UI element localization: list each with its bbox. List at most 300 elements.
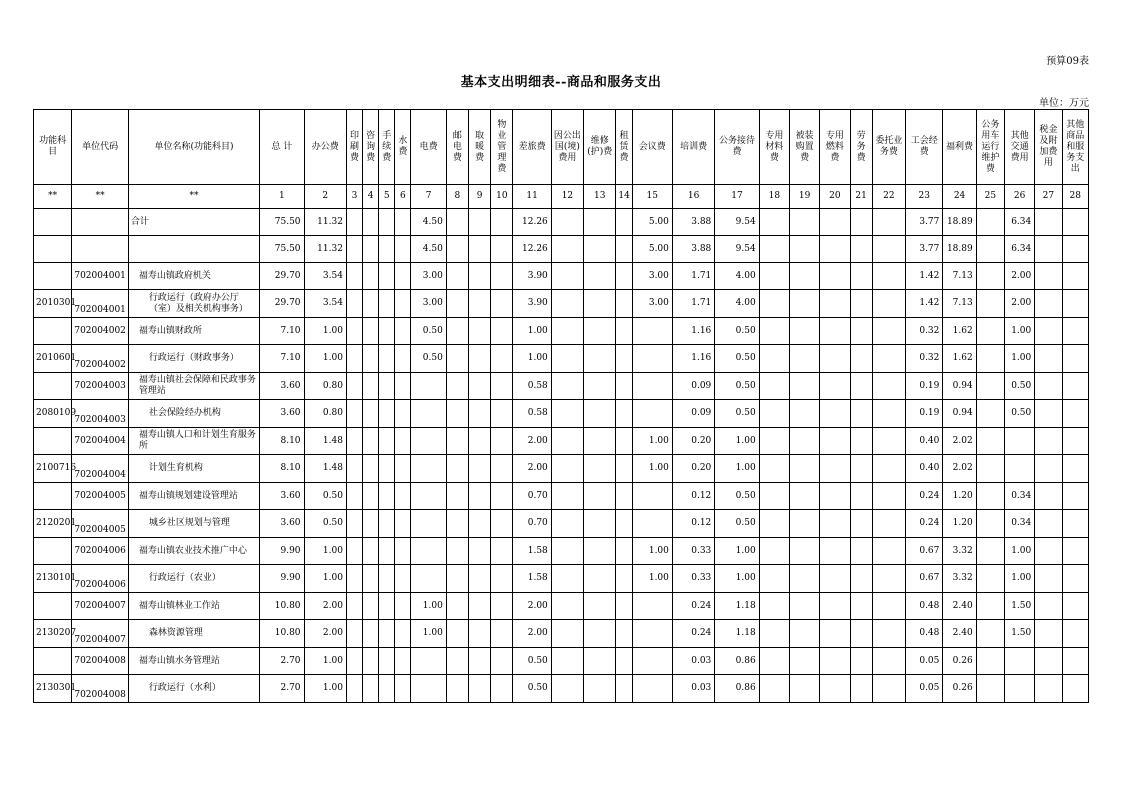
value-cell — [1062, 565, 1089, 593]
value-cell: 2.70 — [260, 675, 304, 703]
value-cell — [1035, 428, 1062, 455]
value-cell — [446, 373, 468, 400]
unit-name-cell: 计划生育机构 — [128, 455, 259, 483]
value-cell — [850, 538, 872, 565]
value-cell — [395, 593, 411, 620]
column-header-11: 取暖费 — [469, 110, 491, 185]
unit-code-cell: 702004007 — [72, 620, 129, 648]
value-cell — [395, 428, 411, 455]
function-code-cell: 2130207 — [34, 620, 72, 648]
value-cell — [616, 675, 632, 703]
table-row — [34, 648, 1089, 675]
value-cell — [789, 455, 819, 483]
value-cell — [379, 373, 395, 400]
value-cell: 1.00 — [715, 538, 759, 565]
value-cell: 0.94 — [943, 400, 976, 428]
value-cell: 0.40 — [906, 428, 943, 455]
unit-name-cell: 行政运行（财政事务） — [128, 345, 259, 373]
value-cell — [346, 510, 362, 538]
value-cell: 0.09 — [672, 400, 714, 428]
value-cell — [551, 236, 583, 263]
value-cell — [872, 593, 905, 620]
value-cell: 1.00 — [304, 675, 346, 703]
value-cell — [469, 538, 491, 565]
column-header-12: 物业管理费 — [491, 110, 513, 185]
value-cell — [346, 455, 362, 483]
value-cell: 11.32 — [304, 236, 346, 263]
column-header-18: 培训费 — [672, 110, 714, 185]
column-header-25: 工会经费 — [906, 110, 943, 185]
value-cell — [346, 209, 362, 236]
value-cell — [616, 648, 632, 675]
value-cell — [872, 620, 905, 648]
value-cell: 0.40 — [906, 455, 943, 483]
value-cell — [346, 538, 362, 565]
value-cell — [789, 675, 819, 703]
value-cell: 0.34 — [1004, 510, 1034, 538]
value-cell — [850, 510, 872, 538]
table-row — [34, 400, 1089, 428]
value-cell: 3.32 — [943, 538, 976, 565]
unit-code-cell: 702004001 — [72, 290, 129, 318]
value-cell: 1.00 — [632, 428, 672, 455]
value-cell: 2.00 — [1004, 263, 1034, 290]
value-cell — [379, 400, 395, 428]
value-cell — [395, 236, 411, 263]
value-cell: 0.50 — [715, 510, 759, 538]
value-cell — [379, 263, 395, 290]
column-header-14: 因公出国(境)费用 — [551, 110, 583, 185]
value-cell — [759, 593, 789, 620]
value-cell — [1062, 483, 1089, 510]
value-cell — [469, 318, 491, 345]
value-cell: 2.70 — [260, 648, 304, 675]
value-cell: 0.48 — [906, 620, 943, 648]
column-index-26: 24 — [943, 185, 976, 209]
value-cell — [584, 209, 616, 236]
unit-code-cell: 702004002 — [72, 345, 129, 373]
value-cell — [446, 236, 468, 263]
value-cell — [850, 455, 872, 483]
value-cell — [469, 565, 491, 593]
value-cell — [469, 263, 491, 290]
unit-name-cell: 森林资源管理 — [128, 620, 259, 648]
value-cell — [469, 290, 491, 318]
column-header-17: 会议费 — [632, 110, 672, 185]
value-cell — [379, 538, 395, 565]
table-row — [34, 345, 1089, 373]
value-cell: 0.50 — [1004, 400, 1034, 428]
value-cell — [469, 345, 491, 373]
value-cell — [491, 318, 513, 345]
unit-name-cell: 行政运行（农业） — [128, 565, 259, 593]
value-cell — [491, 620, 513, 648]
value-cell — [584, 510, 616, 538]
column-header-10: 邮电费 — [446, 110, 468, 185]
value-cell — [491, 675, 513, 703]
value-cell — [789, 428, 819, 455]
value-cell: 5.00 — [632, 209, 672, 236]
value-cell — [759, 236, 789, 263]
value-cell — [584, 565, 616, 593]
value-cell: 3.88 — [672, 236, 714, 263]
value-cell — [491, 593, 513, 620]
value-cell: 7.13 — [943, 290, 976, 318]
value-cell: 0.26 — [943, 648, 976, 675]
value-cell — [363, 209, 379, 236]
value-cell: 0.24 — [906, 483, 943, 510]
value-cell: 3.00 — [632, 263, 672, 290]
column-header-19: 公务接待费 — [715, 110, 759, 185]
value-cell — [1062, 455, 1089, 483]
function-code-cell: 2130301 — [34, 675, 72, 703]
value-cell: 8.10 — [260, 455, 304, 483]
value-cell — [469, 483, 491, 510]
value-cell — [363, 345, 379, 373]
value-cell — [789, 538, 819, 565]
value-cell — [346, 593, 362, 620]
unit-name-cell: 福寿山镇政府机关 — [128, 263, 259, 290]
value-cell: 0.32 — [906, 345, 943, 373]
value-cell — [584, 263, 616, 290]
column-index-19: 17 — [715, 185, 759, 209]
value-cell — [616, 510, 632, 538]
value-cell: 0.50 — [715, 318, 759, 345]
table-row — [34, 593, 1089, 620]
value-cell — [379, 565, 395, 593]
value-cell — [872, 209, 905, 236]
value-cell — [584, 648, 616, 675]
value-cell — [632, 620, 672, 648]
value-cell — [789, 236, 819, 263]
value-cell — [1062, 675, 1089, 703]
value-cell — [346, 565, 362, 593]
column-index-11: 9 — [469, 185, 491, 209]
value-cell: 3.88 — [672, 209, 714, 236]
value-cell: 12.26 — [513, 236, 551, 263]
value-cell — [820, 648, 850, 675]
value-cell — [1035, 400, 1062, 428]
value-cell — [976, 593, 1004, 620]
value-cell — [759, 373, 789, 400]
value-cell — [491, 538, 513, 565]
value-cell: 1.00 — [304, 345, 346, 373]
value-cell: 1.00 — [632, 538, 672, 565]
value-cell: 3.00 — [632, 290, 672, 318]
value-cell — [850, 593, 872, 620]
value-cell — [584, 538, 616, 565]
value-cell — [395, 263, 411, 290]
value-cell — [1004, 455, 1034, 483]
value-cell: 3.77 — [906, 209, 943, 236]
value-cell: 1.58 — [513, 565, 551, 593]
value-cell — [491, 209, 513, 236]
unit-name-cell: 社会保险经办机构 — [128, 400, 259, 428]
unit-name-cell — [128, 236, 259, 263]
unit-name-cell: 福寿山镇林业工作站 — [128, 593, 259, 620]
table-row — [34, 620, 1089, 648]
value-cell — [872, 483, 905, 510]
value-cell — [551, 510, 583, 538]
value-cell — [820, 290, 850, 318]
value-cell — [1035, 538, 1062, 565]
value-cell — [976, 209, 1004, 236]
value-cell — [551, 263, 583, 290]
value-cell — [976, 428, 1004, 455]
unit-name-cell: 行政运行（水利） — [128, 675, 259, 703]
value-cell — [850, 648, 872, 675]
column-index-30: 28 — [1062, 185, 1089, 209]
value-cell — [379, 510, 395, 538]
value-cell — [872, 538, 905, 565]
value-cell — [1035, 236, 1062, 263]
value-cell: 4.50 — [411, 236, 446, 263]
value-cell — [446, 318, 468, 345]
value-cell — [1062, 428, 1089, 455]
value-cell — [379, 318, 395, 345]
value-cell — [616, 263, 632, 290]
value-cell: 0.19 — [906, 400, 943, 428]
value-cell — [469, 455, 491, 483]
value-cell: 10.80 — [260, 620, 304, 648]
value-cell — [1035, 455, 1062, 483]
value-cell: 1.42 — [906, 263, 943, 290]
value-cell — [584, 455, 616, 483]
value-cell — [446, 209, 468, 236]
column-index-22: 20 — [820, 185, 850, 209]
value-cell: 3.54 — [304, 263, 346, 290]
unit-code-cell: 702004003 — [72, 400, 129, 428]
value-cell — [411, 538, 446, 565]
value-cell — [469, 620, 491, 648]
value-cell — [395, 290, 411, 318]
column-header-0: 功能科目 — [34, 110, 72, 185]
value-cell: 0.58 — [513, 400, 551, 428]
value-cell — [632, 675, 672, 703]
unit-name-cell: 城乡社区规划与管理 — [128, 510, 259, 538]
value-cell — [1062, 620, 1089, 648]
value-cell: 2.02 — [943, 428, 976, 455]
value-cell — [820, 593, 850, 620]
function-code-cell — [34, 593, 72, 620]
column-index-9: 7 — [411, 185, 446, 209]
value-cell: 1.00 — [1004, 538, 1034, 565]
column-header-9: 电费 — [411, 110, 446, 185]
value-cell: 0.50 — [304, 510, 346, 538]
value-cell — [850, 483, 872, 510]
value-cell — [1004, 428, 1034, 455]
value-cell — [551, 538, 583, 565]
value-cell: 1.20 — [943, 510, 976, 538]
value-cell — [446, 428, 468, 455]
value-cell: 1.48 — [304, 455, 346, 483]
value-cell: 0.19 — [906, 373, 943, 400]
value-cell: 0.03 — [672, 648, 714, 675]
value-cell — [616, 400, 632, 428]
value-cell — [976, 455, 1004, 483]
value-cell — [446, 345, 468, 373]
value-cell: 3.90 — [513, 263, 551, 290]
value-cell: 1.58 — [513, 538, 551, 565]
value-cell — [1004, 648, 1034, 675]
value-cell — [976, 538, 1004, 565]
value-cell — [759, 455, 789, 483]
value-cell — [379, 648, 395, 675]
value-cell: 0.24 — [906, 510, 943, 538]
value-cell: 2.40 — [943, 620, 976, 648]
column-index-8: 6 — [395, 185, 411, 209]
value-cell: 0.86 — [715, 675, 759, 703]
value-cell — [632, 400, 672, 428]
value-cell: 6.34 — [1004, 209, 1034, 236]
value-cell — [1062, 318, 1089, 345]
value-cell — [379, 428, 395, 455]
value-cell — [469, 593, 491, 620]
value-cell: 4.00 — [715, 263, 759, 290]
value-cell: 0.33 — [672, 538, 714, 565]
value-cell — [789, 263, 819, 290]
value-cell — [551, 428, 583, 455]
value-cell — [1035, 318, 1062, 345]
column-header-2: 单位名称(功能科目) — [128, 110, 259, 185]
value-cell: 1.00 — [411, 593, 446, 620]
table-row — [34, 428, 1089, 455]
value-cell — [379, 290, 395, 318]
column-header-29: 税金及附加费用 — [1035, 110, 1062, 185]
value-cell — [491, 236, 513, 263]
value-cell: 9.90 — [260, 538, 304, 565]
value-cell — [411, 373, 446, 400]
value-cell: 2.00 — [513, 455, 551, 483]
column-index-16: 14 — [616, 185, 632, 209]
value-cell — [411, 400, 446, 428]
value-cell — [789, 620, 819, 648]
table-row — [34, 510, 1089, 538]
value-cell — [446, 290, 468, 318]
value-cell: 8.10 — [260, 428, 304, 455]
value-cell: 0.80 — [304, 373, 346, 400]
value-cell — [363, 318, 379, 345]
value-cell — [632, 483, 672, 510]
value-cell — [346, 428, 362, 455]
value-cell: 6.34 — [1004, 236, 1034, 263]
value-cell: 0.32 — [906, 318, 943, 345]
column-header-21: 被装购置费 — [789, 110, 819, 185]
function-code-cell — [34, 538, 72, 565]
value-cell — [346, 290, 362, 318]
function-code-cell — [34, 318, 72, 345]
table-row — [34, 236, 1089, 263]
value-cell — [346, 648, 362, 675]
column-header-30: 其他商品和服务支出 — [1062, 110, 1089, 185]
value-cell: 2.00 — [304, 593, 346, 620]
unit-label: 单位：万元 — [1039, 98, 1089, 109]
value-cell — [363, 538, 379, 565]
value-cell: 0.70 — [513, 510, 551, 538]
value-cell — [446, 400, 468, 428]
value-cell — [469, 648, 491, 675]
value-cell — [363, 565, 379, 593]
value-cell — [446, 483, 468, 510]
value-cell: 1.71 — [672, 263, 714, 290]
value-cell — [976, 345, 1004, 373]
column-index-0: ** — [34, 185, 72, 209]
value-cell — [616, 483, 632, 510]
value-cell — [759, 290, 789, 318]
function-code-cell — [34, 236, 72, 263]
function-code-cell: 2100716 — [34, 455, 72, 483]
value-cell — [632, 593, 672, 620]
value-cell: 1.16 — [672, 345, 714, 373]
value-cell — [632, 318, 672, 345]
value-cell — [872, 263, 905, 290]
value-cell — [491, 263, 513, 290]
unit-code-cell: 702004002 — [72, 318, 129, 345]
value-cell — [976, 648, 1004, 675]
value-cell — [363, 428, 379, 455]
value-cell — [616, 538, 632, 565]
value-cell — [446, 263, 468, 290]
value-cell — [850, 373, 872, 400]
value-cell — [759, 565, 789, 593]
value-cell: 7.10 — [260, 318, 304, 345]
expense-detail-table — [33, 109, 1089, 703]
value-cell — [850, 345, 872, 373]
value-cell: 18.89 — [943, 236, 976, 263]
value-cell — [872, 455, 905, 483]
value-cell — [551, 345, 583, 373]
function-code-cell: 2130101 — [34, 565, 72, 593]
unit-code-cell: 702004005 — [72, 510, 129, 538]
value-cell — [872, 318, 905, 345]
value-cell — [411, 510, 446, 538]
value-cell — [1035, 565, 1062, 593]
value-cell: 1.00 — [304, 318, 346, 345]
value-cell — [411, 455, 446, 483]
column-header-26: 福利费 — [943, 110, 976, 185]
unit-code-cell: 702004008 — [72, 648, 129, 675]
value-cell: 1.71 — [672, 290, 714, 318]
value-cell — [850, 236, 872, 263]
value-cell — [411, 675, 446, 703]
value-cell: 3.90 — [513, 290, 551, 318]
value-cell — [363, 290, 379, 318]
value-cell — [976, 318, 1004, 345]
value-cell — [759, 400, 789, 428]
value-cell — [491, 345, 513, 373]
unit-code-cell: 702004006 — [72, 538, 129, 565]
value-cell — [346, 345, 362, 373]
value-cell — [820, 345, 850, 373]
value-cell: 3.54 — [304, 290, 346, 318]
value-cell: 3.60 — [260, 483, 304, 510]
value-cell: 0.50 — [513, 648, 551, 675]
value-cell — [616, 620, 632, 648]
value-cell — [363, 620, 379, 648]
unit-name-cell: 福寿山镇水务管理站 — [128, 648, 259, 675]
value-cell: 0.80 — [304, 400, 346, 428]
function-code-cell: 2120201 — [34, 510, 72, 538]
value-cell — [346, 263, 362, 290]
value-cell: 10.80 — [260, 593, 304, 620]
value-cell — [850, 620, 872, 648]
column-header-5: 印刷费 — [346, 110, 362, 185]
function-code-cell — [34, 263, 72, 290]
value-cell — [469, 209, 491, 236]
value-cell — [1035, 290, 1062, 318]
value-cell — [872, 400, 905, 428]
value-cell — [395, 510, 411, 538]
